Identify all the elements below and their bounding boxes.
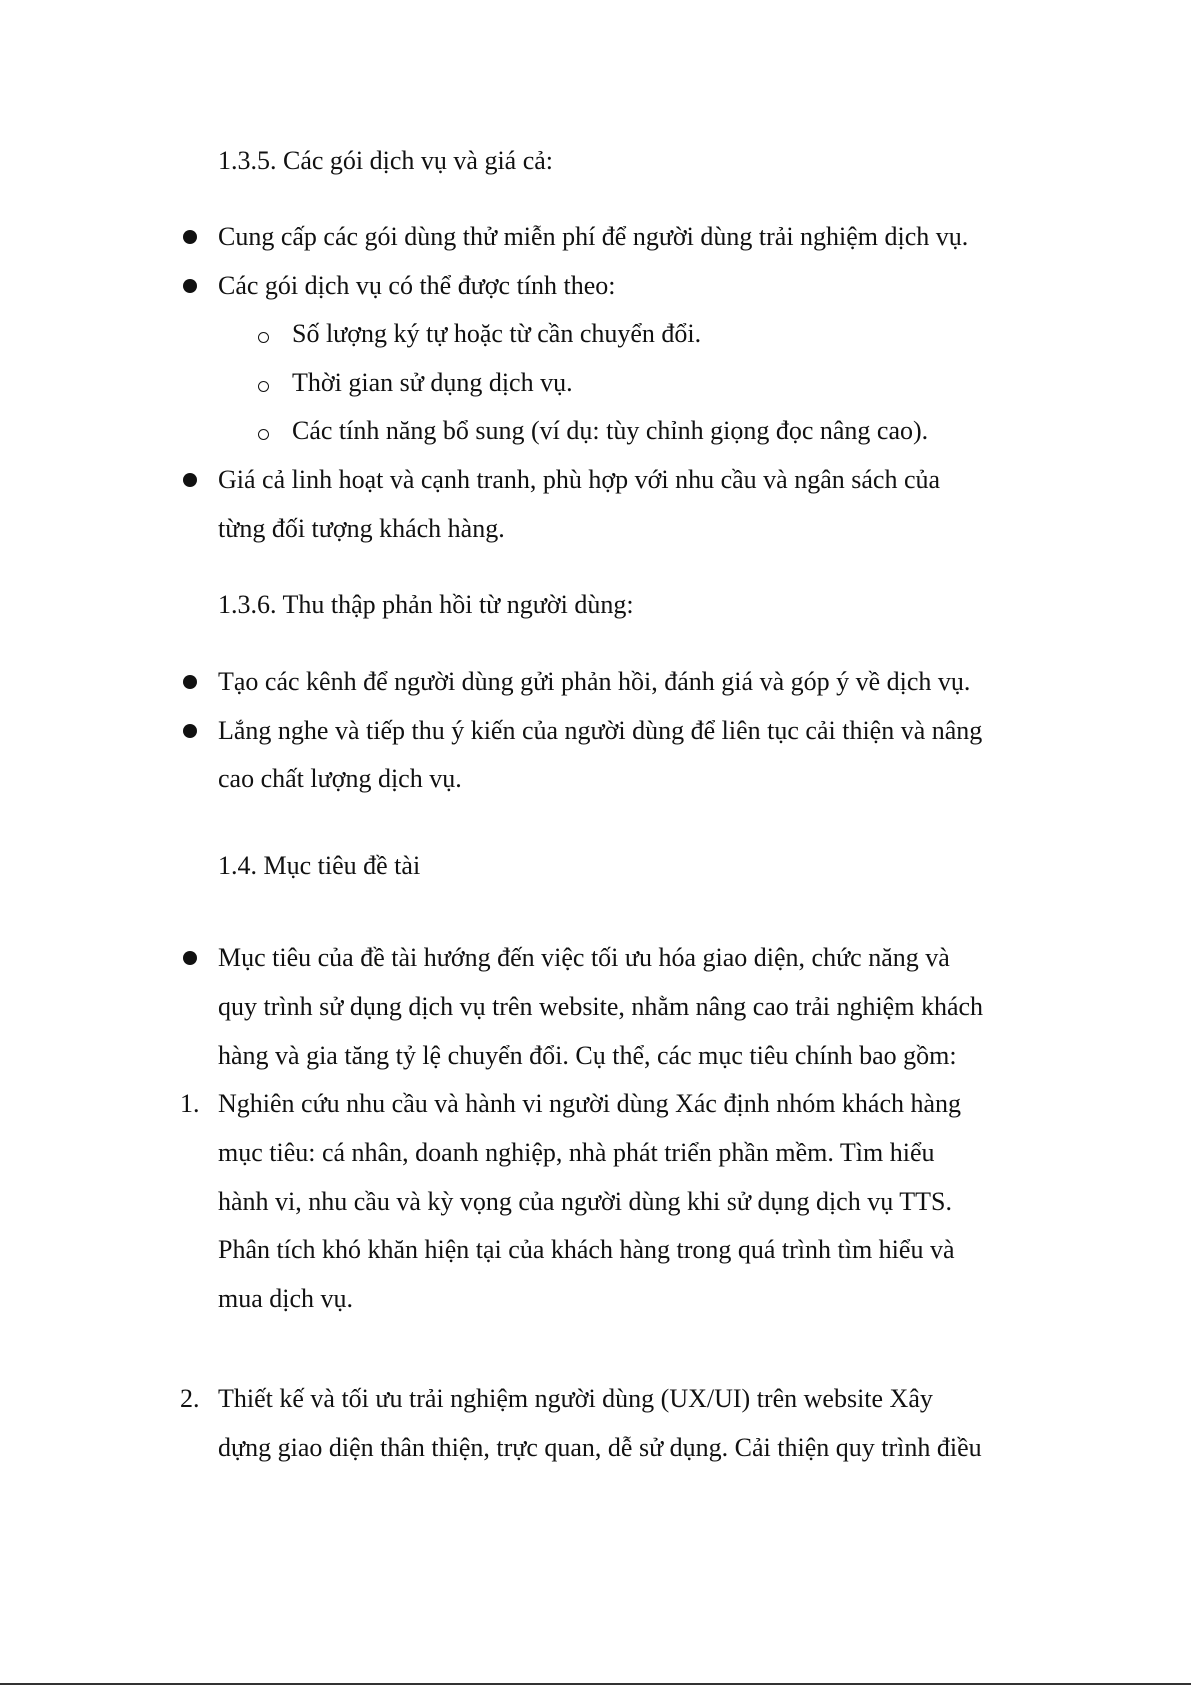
list-number: 2. <box>180 1384 200 1413</box>
list-number: 1. <box>180 1089 200 1118</box>
list-item: Giá cả linh hoạt và cạnh tranh, phù hợp với nhu cầu và ngân sách của <box>218 465 941 494</box>
numbered-item-continuation: mục tiêu: cá nhân, doanh nghiệp, nhà phát triển phần mềm. Tìm hiểu <box>218 1138 935 1167</box>
numbered-item: Nghiên cứu nhu cầu và hành vi người dùng Xác định nhóm khách hàng <box>218 1089 962 1118</box>
sub-list-item: Thời gian sử dụng dịch vụ. <box>292 368 573 397</box>
hollow-bullet-icon <box>258 429 269 440</box>
sub-list-item: Các tính năng bổ sung (ví dụ: tùy chỉnh giọng đọc nâng cao). <box>292 416 929 445</box>
list-item: Lắng nghe và tiếp thu ý kiến của người dùng để liên tục cải thiện và nâng <box>218 716 983 745</box>
bullet-icon <box>183 675 197 689</box>
bullet-icon <box>183 279 197 293</box>
list-item-continuation: quy trình sử dụng dịch vụ trên website, nhằm nâng cao trải nghiệm khách <box>218 992 984 1021</box>
list-item: Mục tiêu của đề tài hướng đến việc tối ưu hóa giao diện, chức năng và <box>218 943 950 972</box>
bullet-icon <box>183 473 197 487</box>
numbered-item-continuation: hành vi, nhu cầu và kỳ vọng của người dùng khi sử dụng dịch vụ TTS. <box>218 1187 952 1216</box>
list-item: Tạo các kênh để người dùng gửi phản hồi, đánh giá và góp ý về dịch vụ. <box>218 667 971 696</box>
sub-list-item: Số lượng ký tự hoặc từ cần chuyển đổi. <box>292 319 702 348</box>
section-heading: 1.3.5. Các gói dịch vụ và giá cả: <box>218 146 554 175</box>
bullet-icon <box>183 724 197 738</box>
list-item: Các gói dịch vụ có thể được tính theo: <box>218 271 616 300</box>
list-item-continuation: cao chất lượng dịch vụ. <box>218 764 462 793</box>
hollow-bullet-icon <box>258 332 269 343</box>
numbered-item-continuation: mua dịch vụ. <box>218 1284 354 1313</box>
list-item: Cung cấp các gói dùng thử miễn phí để người dùng trải nghiệm dịch vụ. <box>218 222 969 251</box>
numbered-item: Thiết kế và tối ưu trải nghiệm người dùng (UX/UI) trên website Xây <box>218 1384 933 1413</box>
numbered-item-continuation: Phân tích khó khăn hiện tại của khách hàng trong quá trình tìm hiểu và <box>218 1235 955 1264</box>
list-item-continuation: hàng và gia tăng tỷ lệ chuyển đổi. Cụ thể, các mục tiêu chính bao gồm: <box>218 1041 957 1070</box>
section-heading: 1.3.6. Thu thập phản hồi từ người dùng: <box>218 590 634 619</box>
section-heading: 1.4. Mục tiêu đề tài <box>218 851 421 880</box>
list-item-continuation: từng đối tượng khách hàng. <box>218 514 505 543</box>
hollow-bullet-icon <box>258 381 269 392</box>
bullet-icon <box>183 230 197 244</box>
bullet-icon <box>183 951 197 965</box>
numbered-item-continuation: dựng giao diện thân thiện, trực quan, dễ sử dụng. Cải thiện quy trình điều <box>218 1433 982 1462</box>
